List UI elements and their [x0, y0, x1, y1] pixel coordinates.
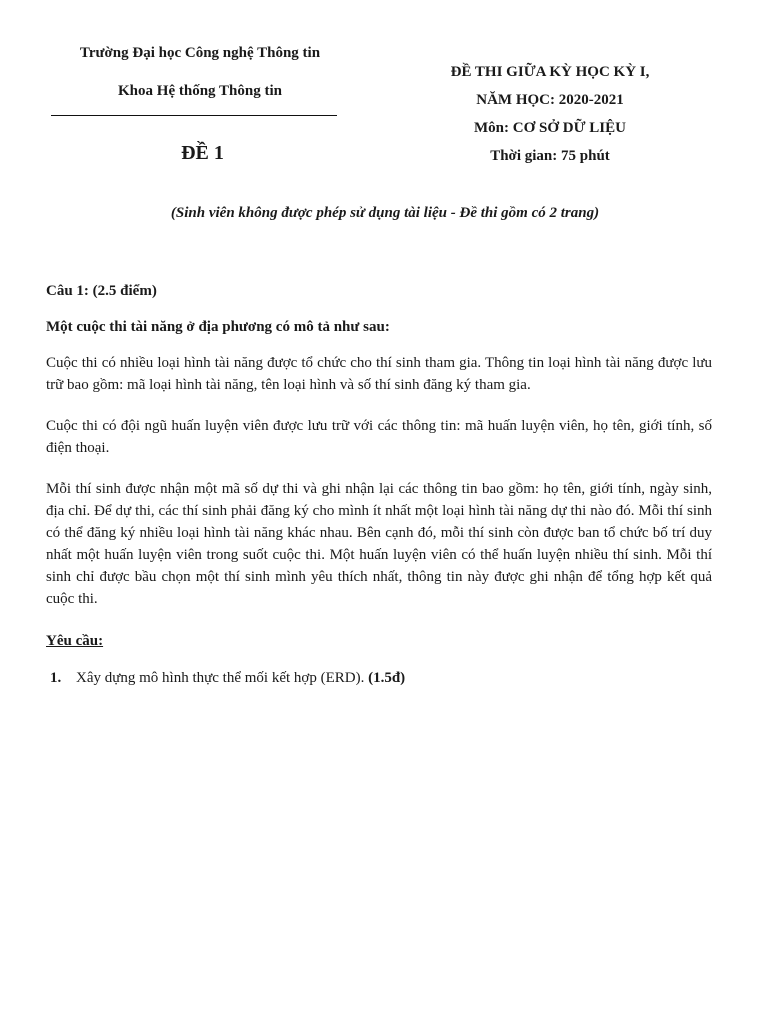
requirement-item — [50, 667, 710, 689]
exam-note: (Sinh viên không được phép sử dụng tài liệu - Đề thi gồm có 2 trang) — [170, 205, 600, 221]
requirement-number: 1. — [50, 670, 62, 686]
requirement-points: (1.5đ) — [368, 670, 406, 686]
exam-info-header — [400, 58, 700, 170]
question-paragraph: Mỗi thí sinh được nhận một mã số dự thi và ghi nhận lại các thông tin bao gồm: họ tên, giới tính, ngày sinh, địa chỉ. Để dự thi, các thí sinh phải đăng ký cho mình ít nhất một loại hình tài năng dự thi nào đó. Mỗi thí sinh có thể đăng ký nhiều loại hình tài năng khác nhau. Bên cạnh đó, mỗi thí sinh còn được ban tổ chức bố trí duy nhất một huấn luyện viên trong suốt cuộc thi. Một huấn luyện viên có thể huấn luyện nhiều thí sinh. Mỗi thí sinh chỉ được bầu chọn một thí sinh mình yêu thích nhất, thông tin này được ghi nhận để tổng hợp kết quả cuộc thi. — [46, 481, 712, 607]
exam-code: ĐỀ 1 — [181, 142, 224, 164]
duration: Thời gian: 75 phút — [490, 148, 610, 164]
header-divider — [51, 115, 337, 116]
exam-title: ĐỀ THI GIỮA KỲ HỌC KỲ I, — [450, 64, 650, 80]
university-name: Trường Đại học Công nghệ Thông tin — [79, 45, 321, 61]
question-paragraph: Cuộc thi có đội ngũ huấn luyện viên được lưu trữ với các thông tin: mã huấn luyện viên, họ tên, giới tính, số điện thoại. — [46, 418, 712, 456]
requirements-title: Yêu cầu: — [46, 633, 104, 649]
subject: Môn: CƠ SỞ DỮ LIỆU — [474, 120, 626, 136]
faculty-name: Khoa Hệ thống Thông tin — [118, 83, 282, 99]
question-paragraph: Cuộc thi có nhiều loại hình tài năng được tổ chức cho thí sinh tham gia. Thông tin loại hình tài năng được lưu trữ bao gồm: mã loại hình tài năng, tên loại hình và số thí sinh đăng ký tham gia. — [46, 355, 712, 393]
school-year: NĂM HỌC: 2020-2021 — [476, 92, 624, 108]
question-title: Câu 1: (2.5 điểm) — [46, 283, 157, 299]
institution-header — [50, 42, 350, 102]
requirement-text: Xây dựng mô hình thực thể mối kết hợp (ERD). — [76, 670, 369, 686]
question-intro: Một cuộc thi tài năng ở địa phương có mô tả như sau: — [46, 319, 390, 335]
